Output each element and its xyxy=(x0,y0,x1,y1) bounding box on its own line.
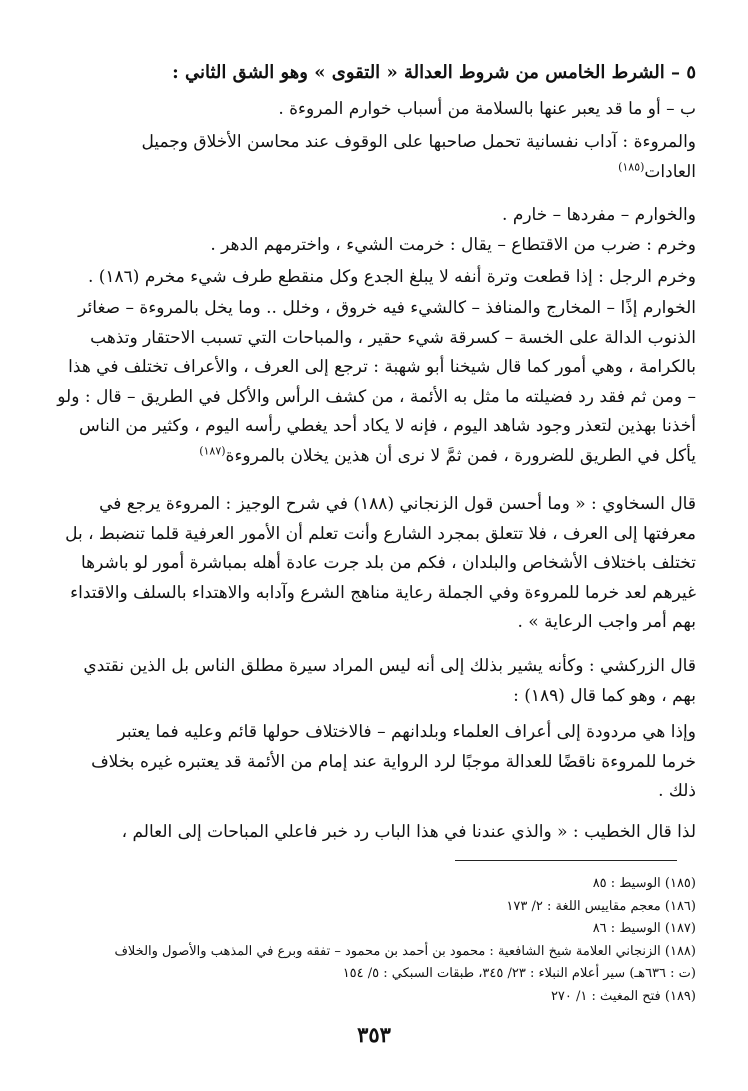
paragraph-line: أخذنا بهذين لتعذر وجود شاهد اليوم ، فإنه لا يكاد أحد يغطي رأسه اليوم ، وكثير من الناس xyxy=(79,416,696,436)
paragraph-line: ذلك . xyxy=(658,781,696,801)
paragraph-line: بهم أمر واجب الرعاية » . xyxy=(517,612,696,632)
paragraph-line: غيرهم لعد خرما للمروءة وفي الجملة رعاية مناهج الشرع وآدابه والاهتداء بالسلف والاقتداء xyxy=(70,582,696,603)
footnote-item: (١٨٥) الوسيط : ٨٥ xyxy=(592,876,696,891)
paragraph-khawarim-definition xyxy=(57,294,696,471)
paragraph-line: وخرم : ضرب من الاقتطاع – يقال : خرمت الشيء ، واخترمهم الدهر . xyxy=(210,235,696,255)
paragraph-line: لذا قال الخطيب : « والذي عندنا في هذا الباب رد خبر فاعلي المباحات إلى العالم ، xyxy=(121,822,696,842)
paragraph-line: والخوارم – مفردها – خارم . xyxy=(502,205,696,225)
paragraph-line: والمروءة : آداب نفسانية تحمل صاحبها على الوقوف عند محاسن الأخلاق وجميل xyxy=(141,132,696,152)
paragraph-line: معرفتها إلى العرف ، فلا تتعلق بمجرد الشارع وأنت تعلم أن الأمور العرفية قلما تنضبط ، بل xyxy=(65,523,696,544)
paragraph-line: قال الزركشي : وكأنه يشير بذلك إلى أنه ليس المراد سيرة مطلق الناس بل الذين نقتدي xyxy=(83,656,696,676)
paragraph-khurm-rajul xyxy=(62,263,696,293)
footnote-item: (١٨٨) الزنجاني العلامة شيخ الشافعية : محمود بن أحمد بن محمود – تفقه وبرع في المذهب والأصول والخلاف xyxy=(114,943,696,959)
paragraph-wa-idha xyxy=(62,718,696,807)
paragraph-line: الخوارم إذًا – المخارج والمنافذ – كالشيء فيه خروق ، وخلل .. وما يخل بالمروءة – صغائر xyxy=(78,298,696,318)
paragraph-line xyxy=(62,442,696,472)
footnote-item: (١٨٧) الوسيط : ٨٦ xyxy=(592,921,696,936)
paragraph-b xyxy=(62,95,696,125)
paragraph-line: وإذا هي مردودة إلى أعراف العلماء وبلدانهم – فالاختلاف حولها قائم وعليه فما يعتبر xyxy=(117,722,696,742)
paragraph-muruah xyxy=(62,128,696,187)
footnote-reference: (١٨٥) xyxy=(618,159,645,173)
paragraph-sakhawi xyxy=(62,490,696,638)
paragraph-khawarim xyxy=(62,201,696,231)
paragraph-line: – ومن ثم فقد رد فضيلته ما مثل به الأئمة ، من كشف الرأس والأكل في الطريق – قال : ولو xyxy=(57,386,696,407)
paragraph-khatib xyxy=(62,818,696,848)
paragraph-line-text: يأكل في الطريق للضرورة ، فمن ثمَّ لا نرى أن هذين يخلان بالمروءة xyxy=(225,445,696,466)
footnote-item: (١٨٦) معجم مقاييس اللغة : ٢/ ١٧٣ xyxy=(506,898,696,914)
paragraph-line: بهم ، وهو كما قال (١٨٩) : xyxy=(513,685,696,706)
paragraph-zarkashi xyxy=(62,652,696,711)
paragraph-khurm xyxy=(62,231,696,261)
footnote-item: (١٨٩) فتح المغيث : ١/ ٢٧٠ xyxy=(550,988,696,1004)
paragraph-line: تختلف باختلاف الأشخاص والبلدان ، فكم من بلد جرت عادة أهله بمباشرة أمور لو باشرها xyxy=(80,553,696,573)
paragraph-line: ب – أو ما قد يعبر عنها بالسلامة من أسباب خوارم المروءة . xyxy=(278,99,696,119)
paragraph-line: خرما للمروءة ناقضًا للعدالة موجبًا لرد الرواية عند إمام من الأئمة قد يعتبره غيره بخلاف xyxy=(91,751,696,772)
footnotes xyxy=(58,873,696,1008)
paragraph-line xyxy=(62,158,696,188)
paragraph-line-text: العادات xyxy=(644,161,696,182)
section-heading xyxy=(62,58,696,88)
paragraph-line: الذنوب الدالة على الخسة – كسرقة شيء حقير ، والمباحات التي تسبب الاحتقار وتذهب xyxy=(90,327,696,348)
footnote-reference: (١٨٧) xyxy=(199,443,226,457)
footnote-item: (ت : ٦٣٦هـ) سير أعلام النبلاء : ٢٣/ ٣٤٥، طبقات السبكي : ٥/ ١٥٤ xyxy=(342,966,696,981)
heading-line: ٥ – الشرط الخامس من شروط العدالة « التقوى » وهو الشق الثاني : xyxy=(172,62,696,83)
page-number: ٣٥٣ xyxy=(357,1022,391,1047)
paragraph-line: بالكرامة ، وهي أمور كما قال شيخنا أبو شهبة : ترجع إلى العرف ، والأعراف تختلف في هذا xyxy=(68,357,696,377)
paragraph-line: وخرم الرجل : إذا قطعت وترة أنفه لا يبلغ الجدع وكل منقطع طرف شيء مخرم (١٨٦) . xyxy=(87,267,696,287)
paragraph-line: قال السخاوي : « وما أحسن قول الزنجاني (١٨٨) في شرح الوجيز : المروءة يرجع في xyxy=(99,494,696,514)
footnote-divider xyxy=(455,860,677,861)
